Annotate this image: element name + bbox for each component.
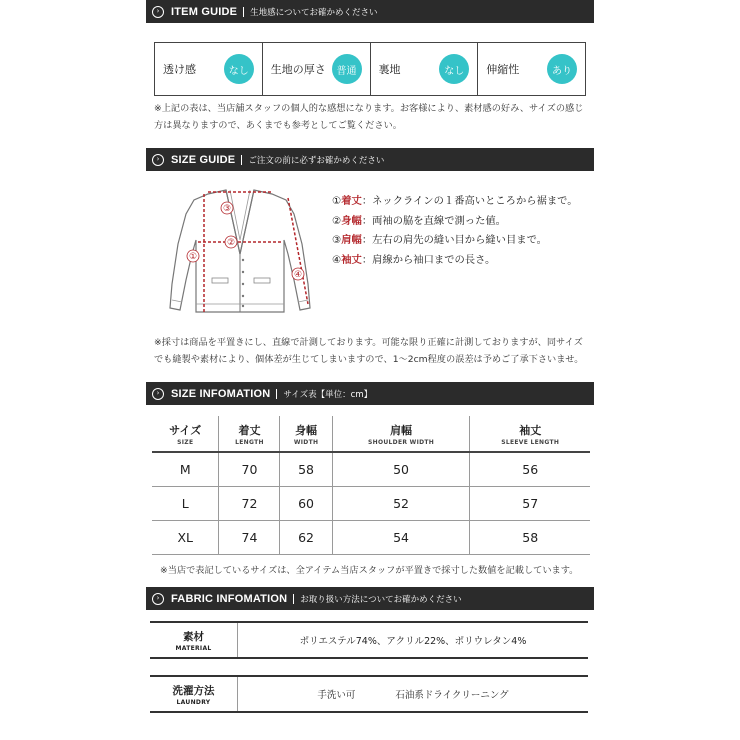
guide-cell xyxy=(155,43,262,95)
item-guide-table xyxy=(154,42,586,96)
guide-label: 透け感 xyxy=(163,63,196,76)
column-header: 肩幅 SHOULDER WIDTH xyxy=(332,416,470,452)
guide-badge: なし xyxy=(224,54,254,84)
table-row: XL 74 62 54 58 xyxy=(152,520,590,554)
size-info-note: ※当店で表記しているサイズは、全アイテム当店スタッフが平置きで採寸した数値を記載しています。 xyxy=(160,565,579,576)
material-row xyxy=(150,621,588,659)
size-guide-bar xyxy=(146,148,594,171)
guide-label: 伸縮性 xyxy=(486,63,520,76)
legend-item: ②身幅：両袖の脇を直線で測った値。 xyxy=(332,214,506,227)
guide-badge: 普通 xyxy=(332,54,362,84)
material-header: 素材 MATERIAL xyxy=(150,623,238,657)
size-guide-note: ※採寸は商品を平置きにし、直線で計測しております。可能な限り正確に計測しておりますが、同サイズでも縫製や素材により、個体差が生じてしまいますので、1〜2cm程度の誤差は予めご了承下さいませ。 xyxy=(154,337,584,365)
divider xyxy=(243,7,244,17)
divider xyxy=(241,155,242,165)
size-info-bar xyxy=(146,382,594,405)
guide-cell xyxy=(262,43,370,95)
table-header-row xyxy=(152,416,590,452)
chevron-right-icon: › xyxy=(152,593,164,605)
marker-4: ④ xyxy=(293,270,303,280)
marker-1: ① xyxy=(188,252,198,262)
laundry-value: 手洗い可 石油系ドライクリーニング xyxy=(317,690,509,701)
section-title: SIZE GUIDE xyxy=(171,153,236,166)
legend-item: ③肩幅：左右の肩先の縫い目から縫い目まで。 xyxy=(332,234,547,246)
section-subtitle: ご注文の前に必ずお確かめください xyxy=(248,155,385,166)
size-legend xyxy=(332,192,578,270)
column-header: サイズ SIZE xyxy=(152,416,219,452)
table-row: L 72 60 52 57 xyxy=(152,486,590,520)
section-subtitle: お取り扱い方法についてお確かめください xyxy=(300,594,462,605)
fabric-info-bar xyxy=(146,587,594,610)
laundry-header: 洗濯方法 LAUNDRY xyxy=(150,677,238,711)
divider xyxy=(293,594,294,604)
laundry-row xyxy=(150,675,588,713)
cardigan-illustration xyxy=(164,184,334,320)
chevron-right-icon: › xyxy=(152,154,164,166)
section-title: FABRIC INFOMATION xyxy=(171,592,288,605)
guide-label: 裏地 xyxy=(378,63,401,76)
chevron-right-icon: › xyxy=(152,388,164,400)
size-table xyxy=(152,416,590,555)
item-guide-bar xyxy=(146,0,594,23)
material-value: ポリエステル74%、アクリル22%、ポリウレタン4% xyxy=(299,636,527,647)
section-title: SIZE INFOMATION xyxy=(171,387,271,400)
column-header: 着丈 LENGTH xyxy=(219,416,280,452)
item-guide-note: ※上記の表は、当店舗スタッフの個人的な感想になります。お客様により、素材感の好み、サイズの感じ方は異なりますので、あくまでも参考としてご覧ください。 xyxy=(154,103,584,131)
section-subtitle: サイズ表【単位：cm】 xyxy=(283,389,373,400)
section-title: ITEM GUIDE xyxy=(171,5,238,18)
guide-badge: なし xyxy=(439,54,469,84)
guide-cell xyxy=(370,43,478,95)
column-header: 袖丈 SLEEVE LENGTH xyxy=(470,416,590,452)
guide-badge: あり xyxy=(547,54,577,84)
marker-3: ③ xyxy=(222,204,232,214)
chevron-right-icon: › xyxy=(152,6,164,18)
legend-item: ④袖丈：肩線から袖口までの長さ。 xyxy=(332,253,496,266)
legend-item: ①着丈：ネックラインの１番高いところから裾まで。 xyxy=(332,195,578,207)
divider xyxy=(276,389,277,399)
section-subtitle: 生地感についてお確かめください xyxy=(250,7,378,18)
table-row: M 70 58 50 56 xyxy=(152,452,590,486)
marker-2: ② xyxy=(226,238,236,248)
guide-cell xyxy=(477,43,585,95)
guide-label: 生地の厚さ xyxy=(270,63,326,76)
column-header: 身幅 WIDTH xyxy=(280,416,332,452)
